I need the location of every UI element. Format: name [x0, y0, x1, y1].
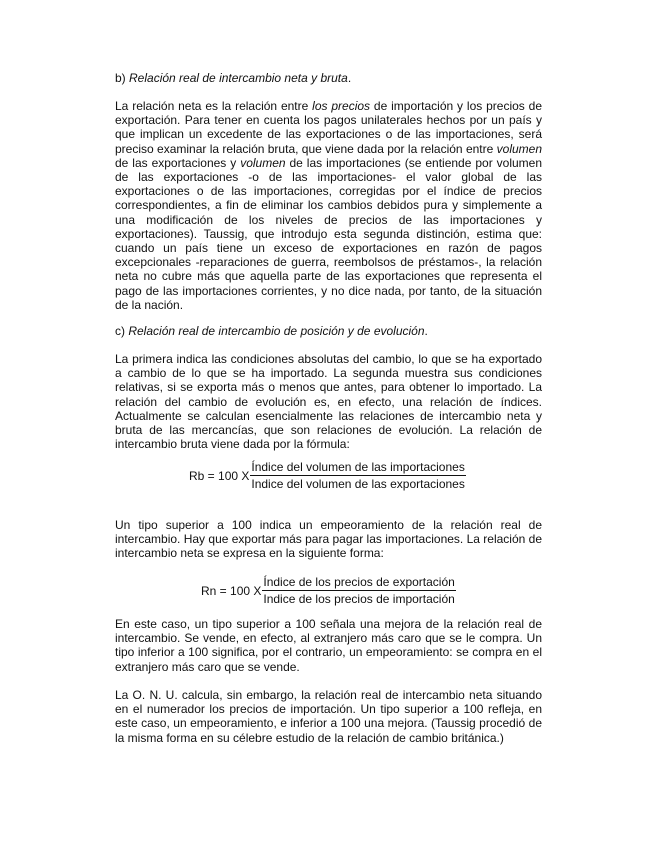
section-b-heading: b) Relación real de intercambio neta y bruta. — [115, 71, 352, 85]
formula-rn-numerator: Índice de los precios de exportación — [263, 575, 455, 589]
formula-rb-denominator: Indice del volumen de las exportaciones — [251, 477, 465, 491]
paragraph-position-evolution: La primera indica las condiciones absolutas del cambio, lo que se ha exportado a cambio de lo que se ha importado. La segunda muestra sus condiciones relativas, si se exporta más o menos que antes, para obtener lo importado. La relación del cambio de evolución es, en efecto, una relación de índices. Actualmente se calculan esencialmente las relaciones de intercambio neta y bruta de las mercancías, que son relaciones de evolución. La relación de intercambio bruta viene dada por la fórmula: — [115, 352, 542, 452]
formula-rb-numerator: Índice del volumen de las importaciones — [251, 460, 465, 474]
section-c-heading: c) Relación real de intercambio de posición y de evolución. — [115, 324, 428, 338]
paragraph-worsening: Un tipo superior a 100 indica un empeoramiento de la relación real de intercambio. Hay que exportar más para pagar las importaciones. La relación de intercambio neta se expresa en la siguiente forma: — [115, 518, 542, 561]
formula-rb — [189, 460, 466, 491]
section-b-title: Relación real de intercambio neta y bruta — [129, 71, 348, 85]
section-b-label: b) — [115, 71, 126, 85]
paragraph-onu: La O. N. U. calcula, sin embargo, la relación real de intercambio neta situando en el numerador los precios de importación. Un tipo superior a 100 refleja, en este caso, un empeoramiento, e inferior a 100 una mejora. (Taussig procedió de la misma forma en su célebre estudio de la relación de cambio británica.) — [115, 688, 542, 745]
paragraph-net-gross: La relación neta es la relación entre los precios de importación y los precios de exportación. Para tener en cuenta los pagos unilaterales hechos por un país y que implican un excedente de las exportaciones o de las importaciones, será preciso examinar la relación bruta, que viene dada por la relación entre volumen de las exportaciones y volumen de las importaciones (se entiende por volumen de las exportaciones -o de las importaciones- el valor global de las exportaciones o de las importaciones, corregidas por el índice de precios correspondientes, a fin de eliminar los cambios debidos pura y simplemente a una modificación de los niveles de precios de las importaciones y exportaciones). Taussig, que introdujo esta segunda distinción, estima que: cuando un país tiene un exceso de exportaciones en razón de pagos excepcionales -reparaciones de guerra, reembolsos de préstamos-, la relación neta no cubre más que aquella parte de las exportaciones que representa el pago de las importaciones corrientes, y no dice nada, por tanto, de la situación de la nación. — [115, 99, 542, 312]
section-c-label: c) — [115, 324, 125, 338]
formula-rn-denominator: Indice de los precios de importación — [263, 592, 455, 606]
formula-rb-lhs: Rb = 100 X — [189, 468, 250, 483]
formula-rn-fraction — [262, 575, 455, 606]
formula-rn-lhs: Rn = 100 X — [201, 583, 262, 598]
paragraph-improvement: En este caso, un tipo superior a 100 señala una mejora de la relación real de intercambio. Se vende, en efecto, al extranjero más caro que se le compra. Un tipo inferior a 100 significa, por el contrario, un empeoramiento: se compra en el extranjero más caro que se vende. — [115, 617, 542, 674]
section-c-title: Relación real de intercambio de posición y de evolución — [128, 324, 425, 338]
formula-rb-fraction — [250, 460, 465, 491]
formula-rn — [201, 575, 456, 606]
